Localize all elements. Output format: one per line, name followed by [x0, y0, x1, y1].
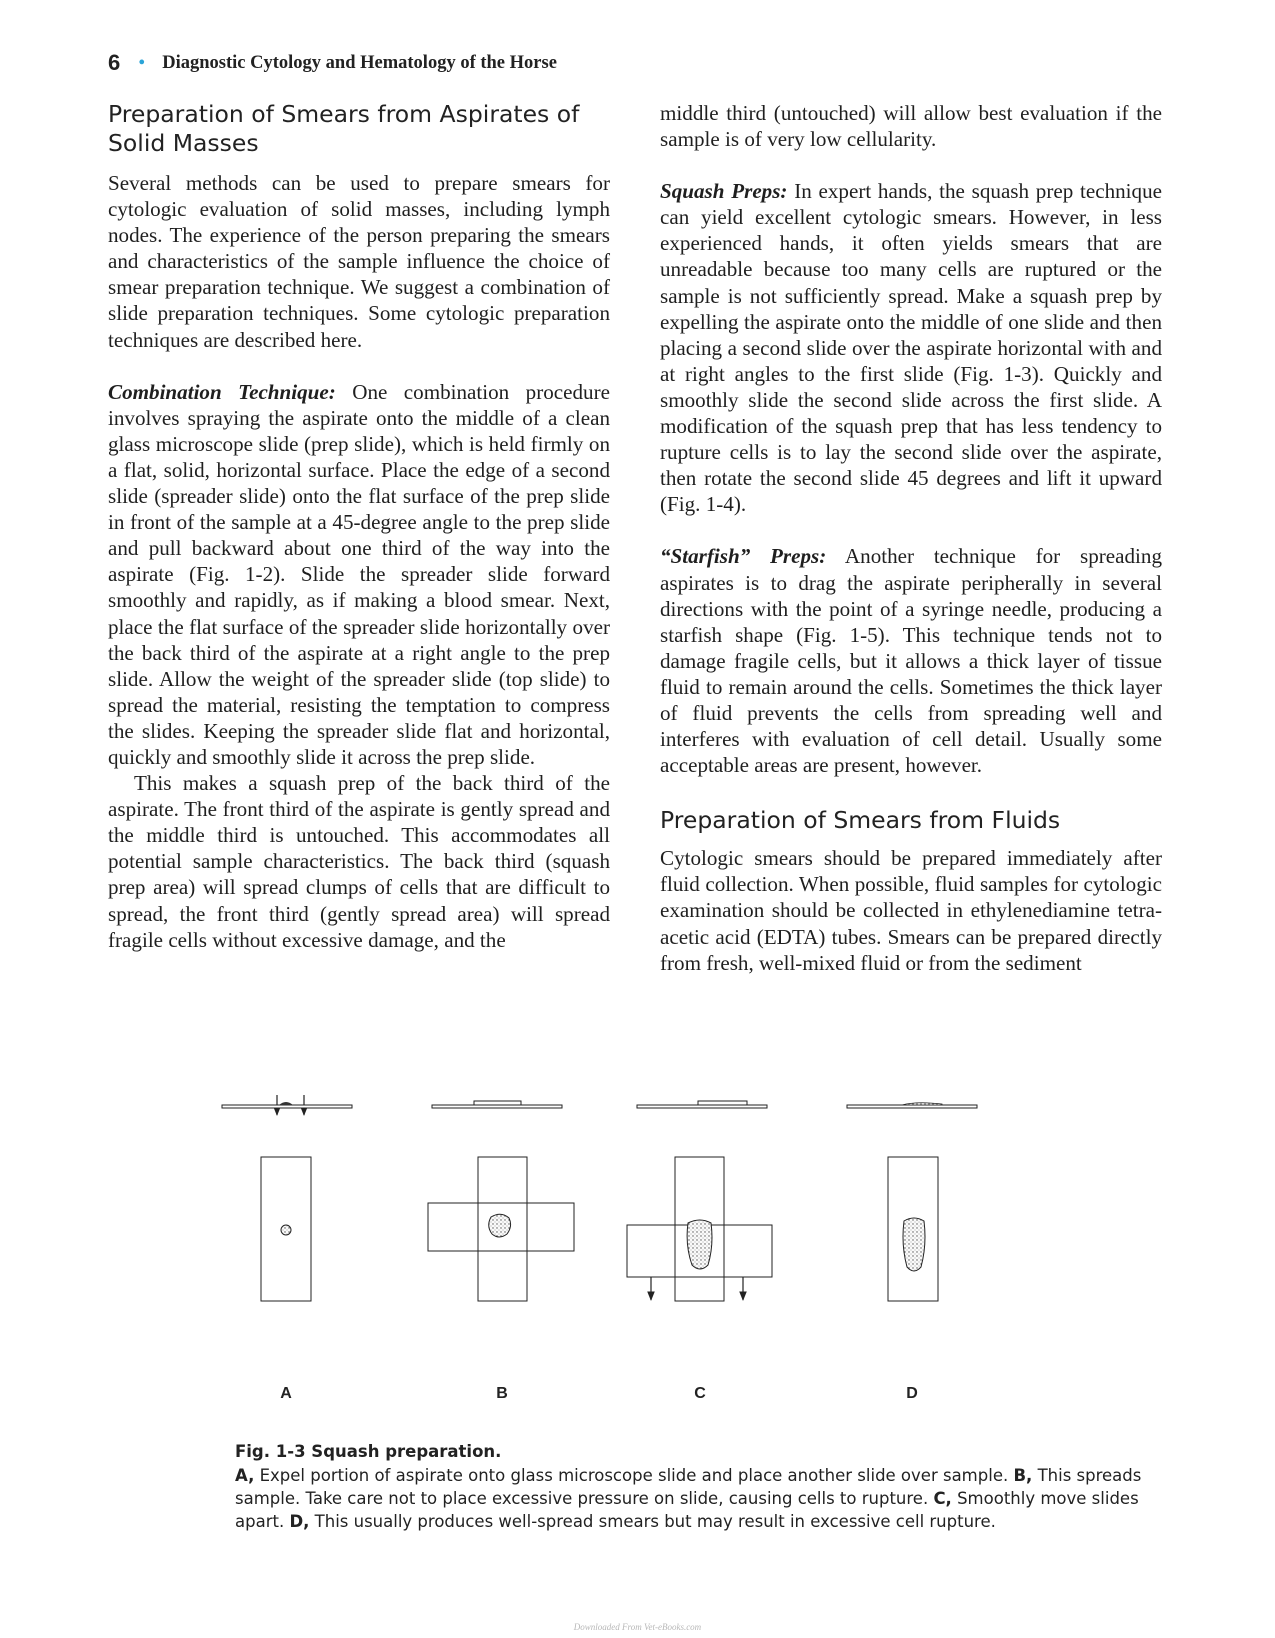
panel-a-top-view	[261, 1157, 311, 1301]
caption-text-a: Expel portion of aspirate onto glass microscope slide and place another slide over sample.	[254, 1466, 1014, 1485]
panel-c-drawing	[627, 1095, 772, 1301]
panel-c-side-view	[637, 1095, 767, 1108]
caption-label-d: D,	[289, 1512, 310, 1531]
panel-a-drawing	[222, 1095, 352, 1301]
panel-label-d: D	[906, 1385, 918, 1402]
caption-text-c: Smoothly move slides apart.	[235, 1489, 1139, 1531]
running-header	[108, 48, 557, 78]
starfish-preps-text: Another technique for spreading aspirates is to drag the aspirate peripherally in several directions with the point of a syringe needle, producing a starfish shape (Fig. 1-5). This technique tends not to damage fragile cells, but it allows a thick layer of tissue fluid to remain around the cells. Sometimes the thick layer of fluid prevents the cells from spreading well and interferes with evaluation of cell detail. Usually some acceptable areas are present, however.	[660, 544, 1162, 778]
combination-technique-text: One combination procedure involves spraying the aspirate onto the middle of a clean glass microscope slide (prep slide), which is held firmly on a flat, solid, horizontal surface. Place the edge of a second slide (spreader slide) onto the flat surface of the prep slide in front of the sample at a 45-degree angle to the prep slide and pull backward about one third of the way into the aspirate (Fig. 1-2). Slide the spreader slide forward smoothly and rapidly, as if making a blood smear. Next, place the flat surface of the spreader slide horizontally over the back third of the aspirate at a right angle to the prep slide. Allow the weight of the spreader slide (top slide) to spread the material, resisting the temptation to compress the slides. Keeping the spreader slide flat and horizontal, quickly and smoothly slide it across the prep slide.	[108, 379, 610, 769]
combination-technique-title: Combination Technique:	[108, 379, 336, 404]
figure-drawing	[200, 1095, 1080, 1385]
footer-watermark: Downloaded From Vet-eBooks.com	[573, 1622, 702, 1632]
figure-caption	[235, 1440, 1165, 1533]
continuation-paragraph: This makes a squash prep of the back third of the aspirate. The front third of the aspirate is gently spread and the middle third is untouched. This accommodates all potential sample characteristics. The back third (squash prep area) will spread clumps of cells that are difficult to spread, the front third (gently spread area) will spread fragile cells without excessive damage, and the	[108, 771, 610, 952]
starfish-preps-paragraph	[660, 543, 1162, 778]
right-column	[660, 100, 1162, 976]
panel-d-drawing	[847, 1103, 977, 1301]
panel-label-c: C	[694, 1385, 706, 1402]
intro-paragraph: Several methods can be used to prepare smears for cytologic evaluation of solid masses, including lymph nodes. The experience of the person preparing the smears and characteristics of the sample influence the choice of smear preparation technique. We suggest a combination of slide preparation techniques. Some cytologic preparation techniques are described here.	[108, 171, 610, 352]
page-number: 6	[108, 50, 121, 75]
combination-technique-paragraph	[108, 379, 610, 770]
caption-label-a: A,	[235, 1466, 255, 1485]
section-heading-solid-masses: Preparation of Smears from Aspirates of Solid Masses	[108, 100, 580, 157]
panel-b-side-view	[432, 1101, 562, 1108]
section-heading-fluids: Preparation of Smears from Fluids	[660, 806, 1061, 835]
caption-text-d: This usually produces well-spread smears but may result in excessive cell rupture.	[309, 1512, 996, 1531]
panel-b-drawing	[428, 1101, 574, 1301]
panel-d-side-view	[847, 1103, 977, 1108]
squash-preps-text: In expert hands, the squash prep technique can yield excellent cytologic smears. However, in less experienced hands, it often yields smears that are unreadable because too many cells are ruptured or the sample is not sufficiently spread. Make a squash prep by expelling the aspirate onto the middle of one slide and then placing a second slide over the aspirate horizontal with and at right angles to the first slide (Fig. 1-3). Quickly and smoothly slide the second slide across the first slide. A modification of the squash prep that has less tendency to rupture cells is to lay the second slide over the aspirate, then rotate the second slide 45 degrees and lift it upward (Fig. 1-4).	[660, 179, 1162, 517]
caption-body	[235, 1464, 1165, 1533]
caption-label-c: C,	[933, 1489, 952, 1508]
left-column	[108, 100, 610, 953]
panel-a-side-view	[222, 1095, 352, 1115]
panel-d-top-view	[888, 1157, 938, 1301]
squash-preps-paragraph	[660, 178, 1162, 517]
panel-b-top-view	[428, 1157, 574, 1301]
caption-text-b: This spreads sample. Take care not to place excessive pressure on slide, causing cells to rupture.	[235, 1466, 1142, 1508]
running-title: Diagnostic Cytology and Hematology of the Horse	[162, 52, 557, 73]
right-continuation-paragraph: middle third (untouched) will allow best evaluation if the sample is of very low cellularity.	[660, 101, 1162, 152]
caption-title: Fig. 1-3 Squash preparation.	[235, 1442, 502, 1461]
fluids-paragraph: Cytologic smears should be prepared immediately after fluid collection. When possible, fluid samples for cytologic examination should be collected in ethylenediamine tetra-acetic acid (EDTA) tubes. Smears can be prepared directly from fresh, well-mixed fluid or from the sediment	[660, 846, 1162, 975]
panel-label-b: B	[496, 1385, 508, 1402]
squash-preps-title: Squash Preps:	[660, 179, 788, 204]
panel-c-top-view	[627, 1157, 772, 1301]
header-bullet: •	[138, 51, 146, 74]
figure-squash-preparation	[200, 1095, 1080, 1415]
starfish-preps-title: “Starfish” Preps:	[660, 544, 827, 569]
caption-label-b: B,	[1013, 1466, 1033, 1485]
panel-label-a: A	[280, 1385, 292, 1402]
